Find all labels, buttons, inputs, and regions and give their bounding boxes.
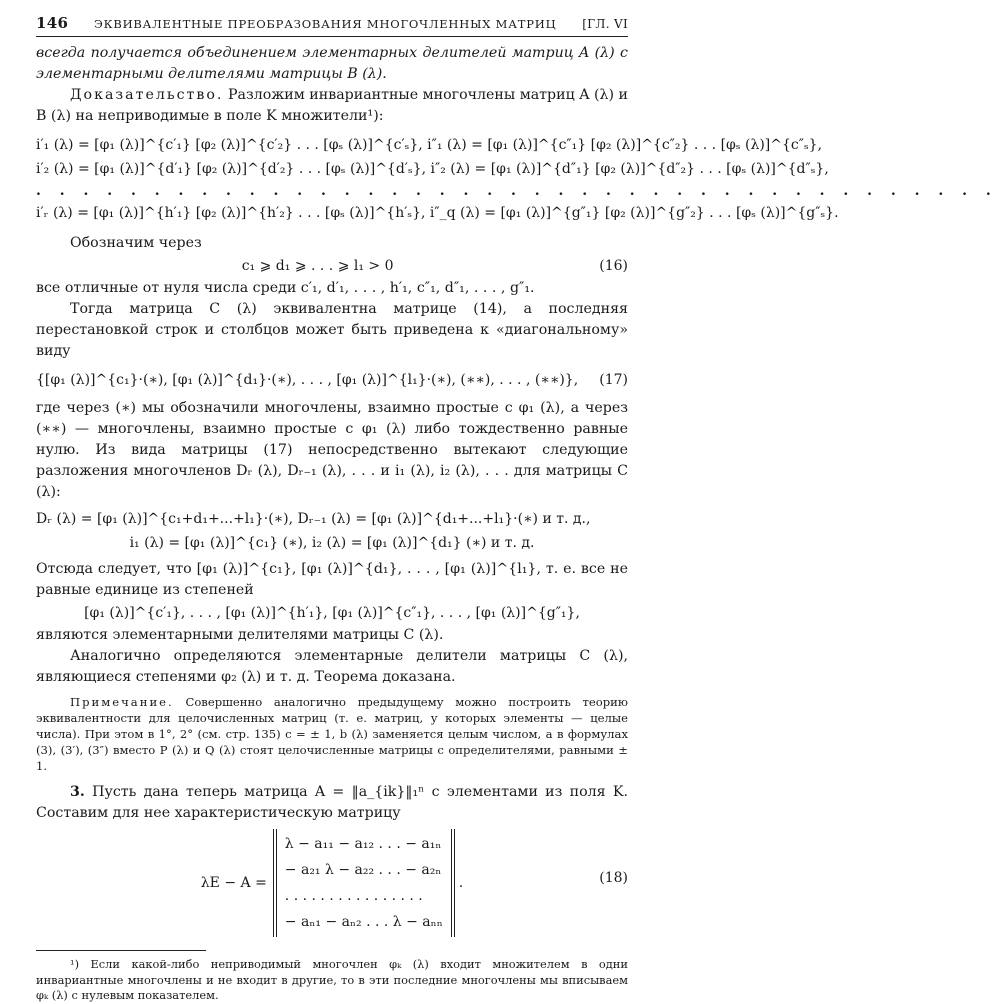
- proof-text: Разложим инвариантные многочлены матриц A (λ) и B (λ) на неприводимые в поле K множители¹):: [36, 87, 629, 124]
- running-title: ЭКВИВАЛЕНТНЫЕ ПРЕОБРАЗОВАНИЯ МНОГОЧЛЕННЫХ МАТРИЦ: [94, 17, 557, 31]
- denote-paragraph: Обозначим через: [70, 235, 202, 251]
- nonzero-paragraph: все отличные от нуля числа среди c′₁, d′₁, . . . , h′₁, c″₁, d″₁, . . . , g″₁.: [36, 280, 535, 296]
- matrix-row-n: − aₙ₁ − aₙ₂ . . . λ − aₙₙ: [284, 914, 443, 930]
- characteristic-matrix: [273, 829, 455, 937]
- chapter-label: [ГЛ. VI: [582, 17, 628, 31]
- note-paragraph: [36, 694, 628, 774]
- page-number: 146: [36, 14, 69, 32]
- proof-label: Доказательство.: [70, 87, 224, 103]
- footnote: ¹) Если какой-либо неприводимый многочлен φₖ (λ) входит множителем в одни инвариантные многочлены и не входит в другие, то в эти последние многочлены мы вписываем φₖ (λ) с нулевым показателем.: [36, 957, 628, 1002]
- equation-18: [36, 824, 628, 942]
- equation-18-trail: .: [458, 875, 464, 891]
- equation-D: Dᵣ (λ) = [φ₁ (λ)]^{c₁+d₁+...+l₁}·(∗), Dᵣ₋₁ (λ) = [φ₁ (λ)]^{d₁+...+l₁}·(∗) и т. д.,: [36, 511, 591, 527]
- factor-line-3: i′ᵣ (λ) = [φ₁ (λ)]^{h′₁} [φ₂ (λ)]^{h′₂} . . . [φₛ (λ)]^{h′ₛ}, i″_q (λ) = [φ₁ (λ)]^{g″₁} [φ₂ (λ)]^{g″₂} . . . [φₛ (λ)]^{g″ₛ}.: [36, 205, 839, 221]
- equation-16-number: (16): [599, 258, 628, 274]
- section-3-number: 3.: [70, 784, 85, 800]
- section-3-paragraph: [36, 782, 628, 824]
- equation-16-formula: c₁ ⩾ d₁ ⩾ . . . ⩾ l₁ > 0: [241, 258, 394, 274]
- equation-18-lhs: λE − A =: [200, 875, 267, 891]
- factor-block: [36, 133, 998, 225]
- factor-line-2: i′₂ (λ) = [φ₁ (λ)]^{d′₁} [φ₂ (λ)]^{d′₂} . . . [φₛ (λ)]^{d′ₛ}, i″₂ (λ) = [φ₁ (λ)]^{d″₁} [φ₂ (λ)]^{d″₂} . . . [φₛ (λ)]^{d″ₛ},: [36, 161, 829, 177]
- proof-paragraph: [36, 85, 628, 127]
- section-3-text: Пусть дана теперь матрица A = ‖a_{ik}‖₁ⁿ с элементами из поля K. Составим для нее характеристическую матрицу: [36, 784, 628, 821]
- equation-17: [36, 368, 628, 392]
- page-header: [36, 14, 628, 37]
- factor-line-1: i′₁ (λ) = [φ₁ (λ)]^{c′₁} [φ₂ (λ)]^{c′₂} . . . [φₛ (λ)]^{c′ₛ}, i″₁ (λ) = [φ₁ (λ)]^{c″₁} [φ₂ (λ)]^{c″₂} . . . [φₛ (λ)]^{c″ₛ},: [36, 137, 823, 153]
- matrix-row-1: λ − a₁₁ − a₁₂ . . . − a₁ₙ: [284, 836, 442, 852]
- equation-18-number: (18): [599, 870, 628, 886]
- matrix-row-dots: . . . . . . . . . . . . . . . .: [284, 888, 423, 904]
- equation-17-formula: {[φ₁ (λ)]^{c₁}·(∗), [φ₁ (λ)]^{d₁}·(∗), . . . , [φ₁ (λ)]^{l₁}·(∗), (∗∗), . . . , (∗∗)},: [36, 372, 579, 388]
- footnote-rule: [36, 950, 206, 951]
- hence-paragraph: Отсюда следует, что [φ₁ (λ)]^{c₁}, [φ₁ (λ)]^{d₁}, . . . , [φ₁ (λ)]^{l₁}, т. е. все не равные единице из степеней: [36, 561, 628, 598]
- equation-16: [36, 254, 628, 278]
- are-paragraph: являются элементарными делителями матрицы C (λ).: [36, 627, 444, 643]
- equation-17-number: (17): [599, 372, 628, 388]
- page: [36, 14, 998, 1004]
- note-label: Примечание.: [70, 695, 174, 709]
- equation-i: i₁ (λ) = [φ₁ (λ)]^{c₁} (∗), i₂ (λ) = [φ₁ (λ)]^{d₁} (∗) и т. д.: [129, 535, 535, 551]
- matrix-row-2: − a₂₁ λ − a₂₂ . . . − a₂ₙ: [284, 862, 442, 878]
- then-paragraph: Тогда матрица C (λ) эквивалентна матрице (14), а последняя перестановкой строк и столбцов может быть приведена к «диагональному» виду: [36, 301, 628, 359]
- intro-paragraph: всегда получается объединением элементарных делителей матриц A (λ) с элементарными делителями матрицы B (λ).: [36, 45, 628, 82]
- where-paragraph: где через (∗) мы обозначили многочлены, взаимно простые с φ₁ (λ), а через (∗∗) — многочлены, взаимно простые с φ₁ (λ) либо тождественно равные нулю. Из вида матрицы (17) непосредственно вытекают следующие разложения многочленов Dᵣ (λ), Dᵣ₋₁ (λ), . . . и i₁ (λ), i₂ (λ), . . . для матрицы C (λ):: [36, 400, 628, 500]
- note-text: Совершенно аналогично предыдущему можно построить теорию эквивалентности для целочисленных матриц (т. е. матриц, у которых элементы — целые числа). При этом в 1°, 2° (см. стр. 135) c = ± 1, b (λ) заменяется целым числом, а в формулах (3), (3′), (3″) вместо P (λ) и Q (λ) стоят целочисленные матрицы с определителями, равными ± 1.: [36, 695, 629, 773]
- equation-powers: [φ₁ (λ)]^{c′₁}, . . . , [φ₁ (λ)]^{h′₁}, [φ₁ (λ)]^{c″₁}, . . . , [φ₁ (λ)]^{g″₁},: [84, 605, 580, 621]
- similarly-paragraph: Аналогично определяются элементарные делители матрицы C (λ), являющиеся степенями φ₂ (λ) и т. д. Теорема доказана.: [36, 648, 628, 685]
- dots-row: . . . . . . . . . . . . . . . . . . . . . . . . . . . . . . . . . . . . . . . . .: [36, 183, 998, 199]
